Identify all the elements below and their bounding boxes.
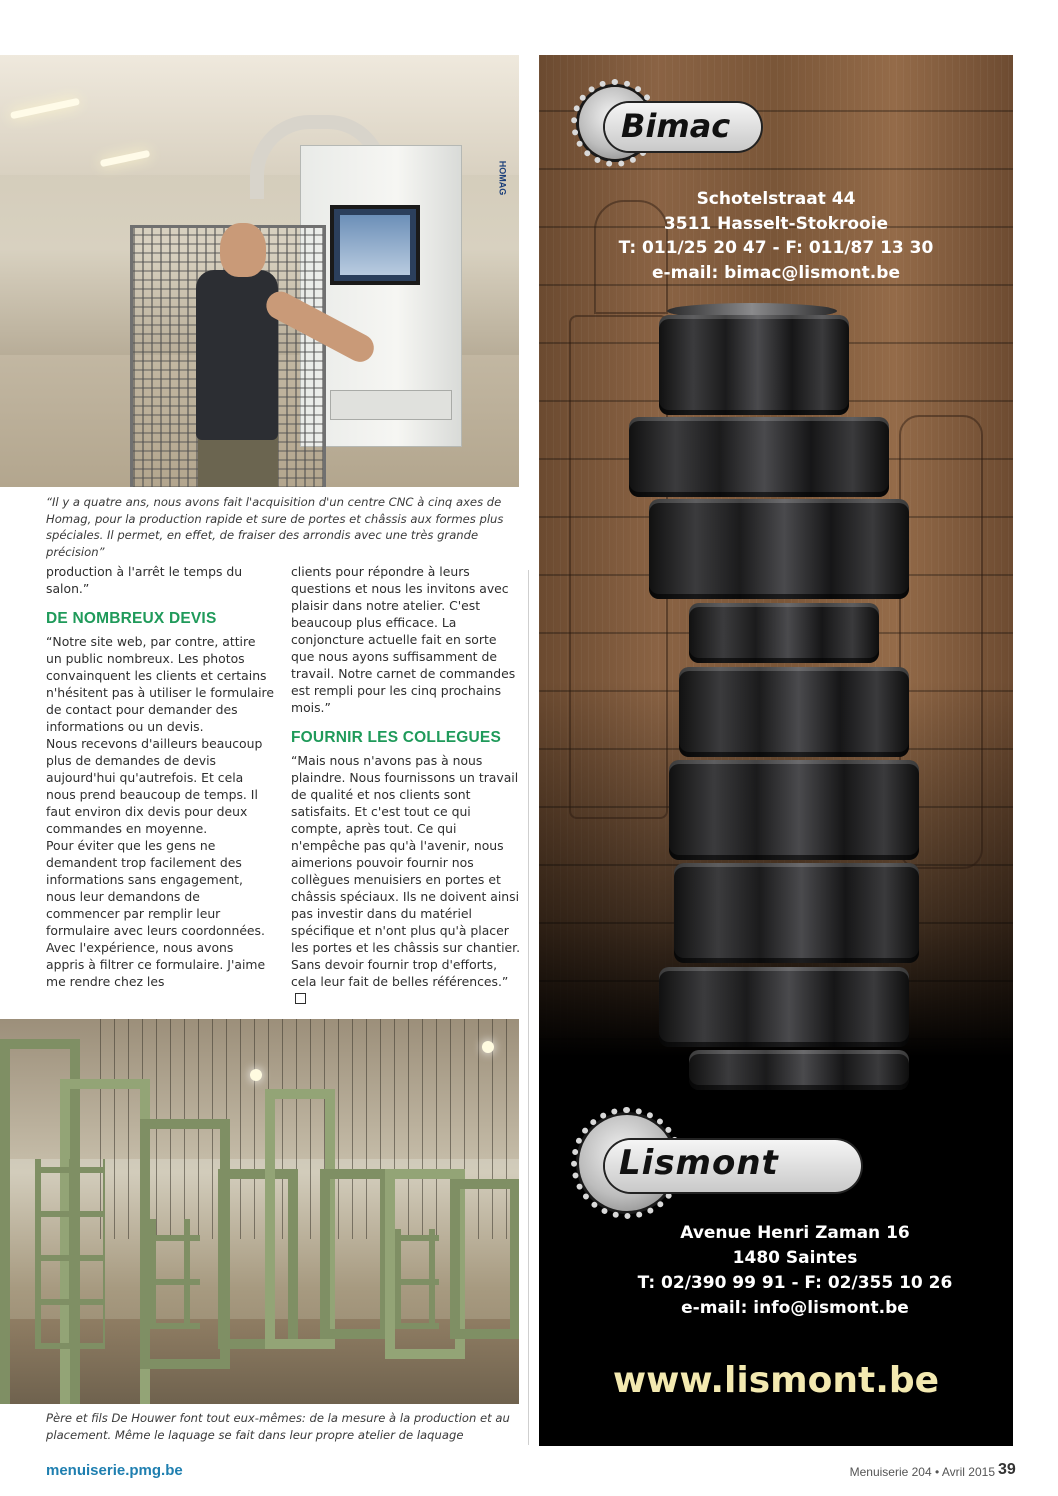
workshop-lamp (482, 1041, 494, 1053)
window-grid (395, 1229, 439, 1329)
cutter-head-icon (679, 667, 909, 757)
column2-paragraph: clients pour répondre à leurs questions et nous les invitons avec plaisir dans notre atelier. C'est beaucoup plus efficace. La conjoncture actuelle fait en sorte que nous ayons suffisamment de travail. Notre carnet de commandes est rempli pour les cinq prochains mois.” (291, 564, 516, 715)
column1-paragraph: Nous recevons d'ailleurs beaucoup plus de demandes de devis aujourd'hui qu'autrefois. Et cela nous prend beaucoup de temps. Il faut environ dix devis pour deux commandes en moyenne. (46, 736, 263, 836)
cutter-head-icon (659, 315, 849, 415)
column2-paragraph (291, 752, 521, 1007)
window-grid (150, 1219, 200, 1329)
green-window-frame (320, 1169, 390, 1339)
column1-paragraph: Pour éviter que les gens ne demandent trop facilement des informations sans engagement, nous leur demandons de commencer par remplir leur formulaire avec leurs coordonnées. Avec l'expérience, nous avons appris à filtrer ce formulaire. J'aime me rendre chez les (46, 838, 266, 989)
lismont-email: e-mail: info@lismont.be (681, 1298, 909, 1318)
footer-issue: Menuiserie 204 • Avril 2015 (849, 1465, 995, 1479)
end-of-article-icon (295, 993, 306, 1004)
footer-site-link[interactable]: menuiserie.pmg.be (46, 1462, 183, 1479)
footer-page-number: 39 (998, 1461, 1016, 1478)
cutter-head-icon (629, 417, 889, 497)
window-grid (35, 1159, 105, 1349)
green-window-frame (450, 1179, 519, 1339)
photo-paint-workshop (0, 1019, 519, 1404)
heading-fournir-les-collegues: FOURNIR LES COLLEGUES (291, 729, 502, 746)
lismont-website-link[interactable]: www.lismont.be (612, 1360, 940, 1401)
worker-body (196, 270, 278, 440)
cutter-head-icon (689, 1050, 909, 1090)
lismont-contact-block (539, 1221, 1013, 1321)
cnc-console (330, 390, 452, 420)
bimac-contact-block (539, 187, 1013, 285)
cutter-head-icon (689, 603, 879, 663)
worker-legs (198, 435, 278, 487)
cutter-head-icon (649, 499, 909, 599)
column1-paragraph: “Notre site web, par contre, attire un public nombreux. Les photos convainquent les clients et certains n'hésitent pas à utiliser le formulaire de contact pour demander des informations ou un devis. (46, 634, 274, 734)
bimac-email: e-mail: bimac@lismont.be (652, 262, 900, 283)
column1-intro: production à l'arrêt le temps du salon.” (46, 564, 243, 596)
heading-de-nombreux-devis: DE NOMBREUX DEVIS (46, 610, 217, 627)
photo-cnc-centre (0, 55, 519, 487)
cutter-head-icon (669, 760, 919, 860)
bimac-address-city: 3511 Hasselt-Stokrooie (663, 213, 889, 234)
bimac-logo-text: Bimac (621, 107, 731, 145)
machine-brand-label: HOMAG (497, 160, 508, 196)
lismont-address-street: Avenue Henri Zaman 16 (680, 1223, 910, 1243)
lismont-phone-fax: T: 02/390 99 91 - F: 02/355 10 26 (637, 1273, 953, 1293)
advertisement-bimac-lismont (539, 55, 1013, 1446)
lismont-address-city: 1480 Saintes (732, 1248, 858, 1268)
cnc-control-screen (330, 205, 420, 285)
article-column-2 (291, 563, 521, 1007)
lismont-logo-text: Lismont (619, 1143, 779, 1183)
column2-final-text: “Mais nous n'avons pas à nous plaindre. Nous fournissons un travail de qualité et nos clients sont satisfaits. Et c'est tout ce qui compte, après tout. Ce qui n'empêche pas qu'à l'avenir, nous aimerions pouvoir fournir nos collègues menuisiers en portes et châssis spéciaux. Ils ne doivent ainsi pas investir dans du matériel spécifique et n'ont plus qu'à placer les portes et les châssis sur chantier. Sans devoir fournir trop d'efforts, cela leur fait de belles références.” (291, 753, 521, 989)
photo-bottom-caption: Père et fils De Houwer font tout eux-mêmes: de la mesure à la production et au placement. Même le laquage se fait dans leur propre atelier de laquage (46, 1411, 510, 1442)
column-divider (528, 570, 529, 1445)
worker-head (220, 223, 266, 277)
cutter-head-icon (674, 863, 919, 963)
bimac-phone-fax: T: 011/25 20 47 - F: 011/87 13 30 (618, 238, 934, 258)
bimac-address-street: Schotelstraat 44 (696, 189, 856, 209)
cutter-head-icon (659, 967, 909, 1047)
photo-top-caption: “Il y a quatre ans, nous avons fait l'acquisition d'un centre CNC à cinq axes de Homag, pour la production rapide et sure de portes et châssis aux formes plus spéciales. Il permet, en effet, de fraiser des arrondis avec une très grande précision” (46, 495, 504, 559)
workshop-lamp (250, 1069, 262, 1081)
article-column-1 (46, 563, 274, 990)
